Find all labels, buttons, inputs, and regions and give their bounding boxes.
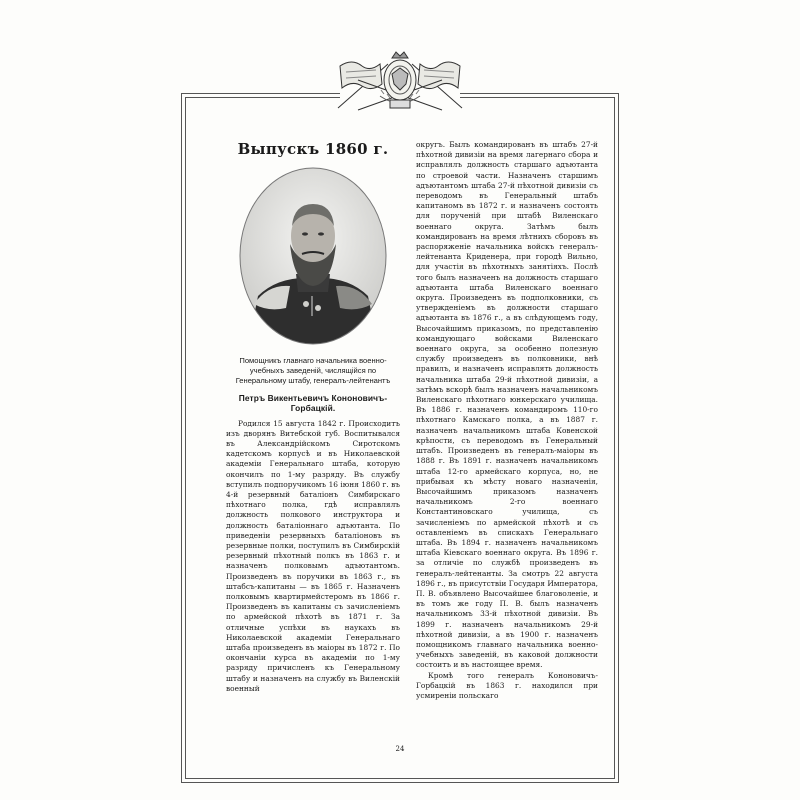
paragraph: Родился 15 августа 1842 г. Происходитъ изъ дворянъ Витебской губ. Воспитывался въ Александрійскомъ Сиротскомъ кадетскомъ корпусѣ и въ Николаевской академіи Генеральнаго штаба, которую окончилъ по 1-му разряду. Въ службу вступилъ подпоручикомъ 16 іюня 1860 г. въ 4-й резервный баталіонъ Симбирскаго пѣхотнаго полка, гдѣ исправлялъ должность полкового инструктора и должность баталіоннаго адъютанта. По приведеніи резервныхъ баталіоновъ въ резервные полки, поступилъ въ Симбирскій резервный пѣхотный полкъ въ 1863 г. и назначенъ полковымъ адъютантомъ. Произведенъ въ поручики въ 1863 г., въ штабсъ-капитаны — въ 1865 г. Назначенъ полковымъ квартирмейстеромъ въ 1866 г. Произведенъ въ капитаны съ зачисленіемъ по армейской пѣхотѣ въ 1871 г. За отличные успѣхи въ наукахъ въ Николаевской академіи Генеральнаго штаба произведенъ въ маіоры въ 1872 г. По окончаніи курса въ академіи по 1-му разряду причисленъ къ Генеральному штабу и назначенъ на службу въ Виленскій военный	[226, 418, 400, 693]
right-column	[416, 140, 598, 701]
portrait-caption: Помощникъ главнаго начальника военно-учебныхъ заведеній, числящійся по Генеральному штабу, генералъ-лейтенантъ	[235, 356, 391, 386]
left-column	[226, 140, 400, 694]
paragraph: округъ. Былъ командированъ въ штабъ 27-й пѣхотной дивизіи на время лагернаго сбора и исправлялъ должность старшаго адъютанта по строевой части. Назначенъ старшимъ адъютантомъ штаба 27-й пѣхотной дивизіи съ переводомъ въ Генеральный штабъ капитаномъ въ 1872 г. и назначенъ состоять для порученій при штабѣ Виленскаго военнаго округа. Затѣмъ былъ командированъ на время лѣтнихъ сборовъ въ распоряженіе начальника войскъ генералъ-лейтенанта Криденера, при городѣ Вильно, для участія въ пѣхотныхъ занятіяхъ. Послѣ того былъ назначенъ на должность старшаго адъютанта штаба Виленскаго военнаго округа. Произведенъ въ подполковники, съ утвержденіемъ въ должности старшаго адъютанта въ 1876 г., а въ слѣдующемъ году, Высочайшимъ приказомъ, по представленію командующаго войсками Виленскаго военнаго округа, за особенно полезную службу произведенъ въ полковники, внѣ правилъ, и назначенъ исправлять должность начальника штаба 29-й пѣхотной дивизіи, а затѣмъ вскорѣ былъ назначенъ начальникомъ Виленскаго пѣхотнаго юнкерскаго училища. Въ 1886 г. назначенъ командиромъ 110-го пѣхотнаго Камскаго полка, а въ 1887 г. назначенъ начальникомъ штаба Ковенской крѣпости, съ переводомъ въ Генеральный штабъ. Произведенъ въ генералъ-маіоры въ 1888 г. Въ 1891 г. назначенъ начальникомъ штаба 12-го армейскаго корпуса, но, не прибывая къ мѣсту новаго назначенія, Высочайшимъ приказомъ назначенъ начальникомъ 2-го военнаго Константиновскаго училища, съ зачисленіемъ по армейской пѣхотѣ и съ оставленіемъ въ спискахъ Генеральнаго штаба. Въ 1894 г. назначенъ начальникомъ штаба Кіевскаго военнаго округа. Въ 1896 г. за отличіе по службѣ произведенъ въ генералъ-лейтенанты. За смотръ 22 августа 1896 г., въ присутствіи Государя Императора, П. В. объявлено Высочайшее благоволеніе, и въ томъ же году П. В. былъ назначенъ начальникомъ 33-й пѣхотной дивизіи. Въ 1899 г. назначенъ начальникомъ 29-й пѣхотной дивизіи, а въ 1900 г. назначенъ помощникомъ главнаго начальника военно-учебныхъ заведеній, въ каковой должности состоитъ и въ настоящее время.	[416, 140, 598, 670]
page-title: Выпускъ 1860 г.	[237, 140, 389, 158]
portrait-photo-icon	[238, 166, 388, 346]
biography-left	[226, 419, 400, 694]
page-number: 24	[395, 745, 405, 753]
person-name: Петръ Викентьевичъ Кононовичъ-Горбацкій.	[238, 392, 388, 413]
imperial-crest-ornament-icon	[318, 50, 482, 115]
paragraph: Кромѣ того генералъ Кононовичъ-Горбацкій въ 1863 г. находился при усмиреніи польскаго	[416, 670, 598, 700]
